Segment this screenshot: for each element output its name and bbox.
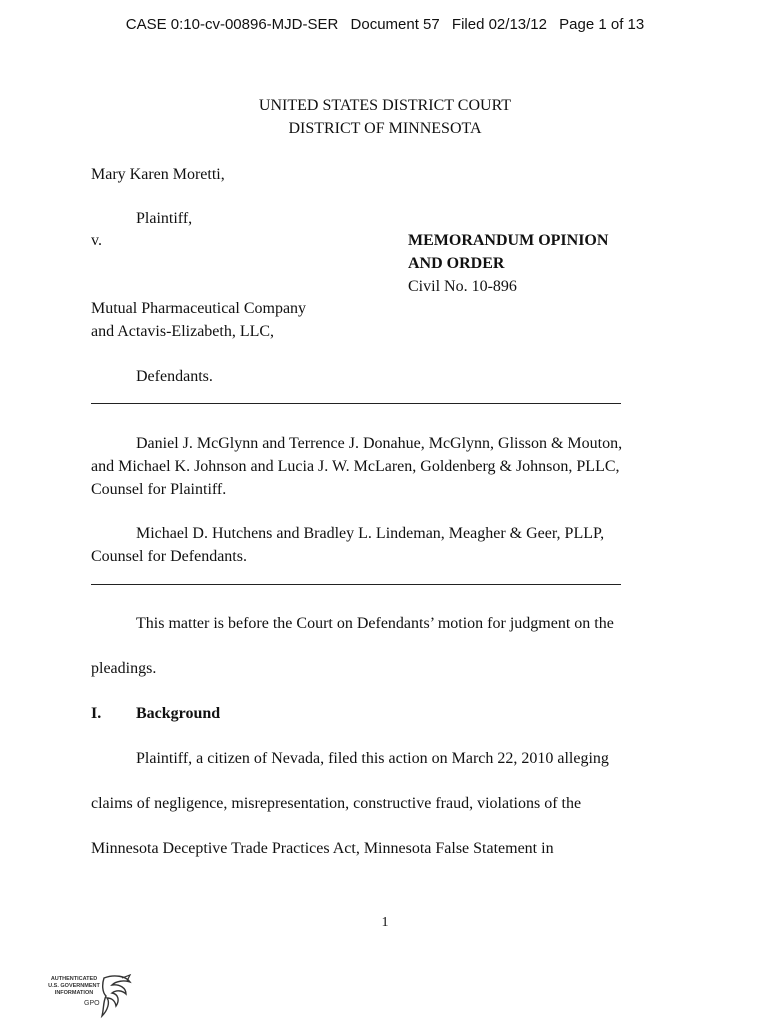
eagle-icon <box>100 972 134 1020</box>
background-line2: claims of negligence, misrepresentation, constructive fraud, violations of the <box>91 795 582 812</box>
versus: v. <box>91 232 102 249</box>
page-number: 1 <box>381 915 389 930</box>
plaintiff-counsel-line3: Counsel for Plaintiff. <box>91 481 227 498</box>
counsel-divider <box>91 584 621 585</box>
plaintiff-name: Mary Karen Moretti, <box>91 166 225 183</box>
seal-line1: AUTHENTICATED <box>50 976 98 982</box>
section-heading: Background <box>136 705 221 722</box>
seal-gpo-text: GPO <box>84 1000 100 1007</box>
background-line1: Plaintiff, a citizen of Nevada, filed this action on March 22, 2010 alleging <box>136 750 609 767</box>
plaintiff-counsel-line2: and Michael K. Johnson and Lucia J. W. McLaren, Goldenberg & Johnson, PLLC, <box>91 458 620 475</box>
plaintiff-counsel-line1: Daniel J. McGlynn and Terrence J. Donahue, McGlynn, Glisson & Mouton, <box>136 435 623 452</box>
defendant-role: Defendants. <box>136 368 213 385</box>
section-number: I. <box>91 705 102 722</box>
document-number: Document 57 <box>350 16 440 33</box>
page-count: Page 1 of 13 <box>559 16 645 33</box>
plaintiff-role: Plaintiff, <box>136 210 193 227</box>
intro-line1: This matter is before the Court on Defendants’ motion for judgment on the <box>136 615 614 632</box>
court-district: DISTRICT OF MINNESOTA <box>288 120 482 137</box>
civil-number: Civil No. 10-896 <box>408 278 517 295</box>
intro-line2: pleadings. <box>91 660 157 677</box>
seal-line3: INFORMATION <box>54 990 94 996</box>
defendant-counsel-line1: Michael D. Hutchens and Bradley L. Lindeman, Meagher & Geer, PLLP, <box>136 525 605 542</box>
seal-label <box>44 976 104 997</box>
seal-line2: U.S. GOVERNMENT <box>48 983 100 989</box>
gpo-authentication-seal <box>44 972 134 1020</box>
defendant-name-line1: Mutual Pharmaceutical Company <box>91 300 307 317</box>
filed-date: Filed 02/13/12 <box>451 16 547 33</box>
case-number: CASE 0:10-cv-00896-MJD-SER <box>125 16 339 33</box>
defendant-counsel-line2: Counsel for Defendants. <box>91 548 247 565</box>
document-title-line2: AND ORDER <box>408 255 505 272</box>
background-line3: Minnesota Deceptive Trade Practices Act, Minnesota False Statement in <box>91 840 554 857</box>
document-title-line1: MEMORANDUM OPINION <box>408 232 609 249</box>
docket-header <box>0 16 770 33</box>
court-name: UNITED STATES DISTRICT COURT <box>258 97 512 114</box>
defendant-name-line2: and Actavis-Elizabeth, LLC, <box>91 323 275 340</box>
caption-divider <box>91 403 621 404</box>
